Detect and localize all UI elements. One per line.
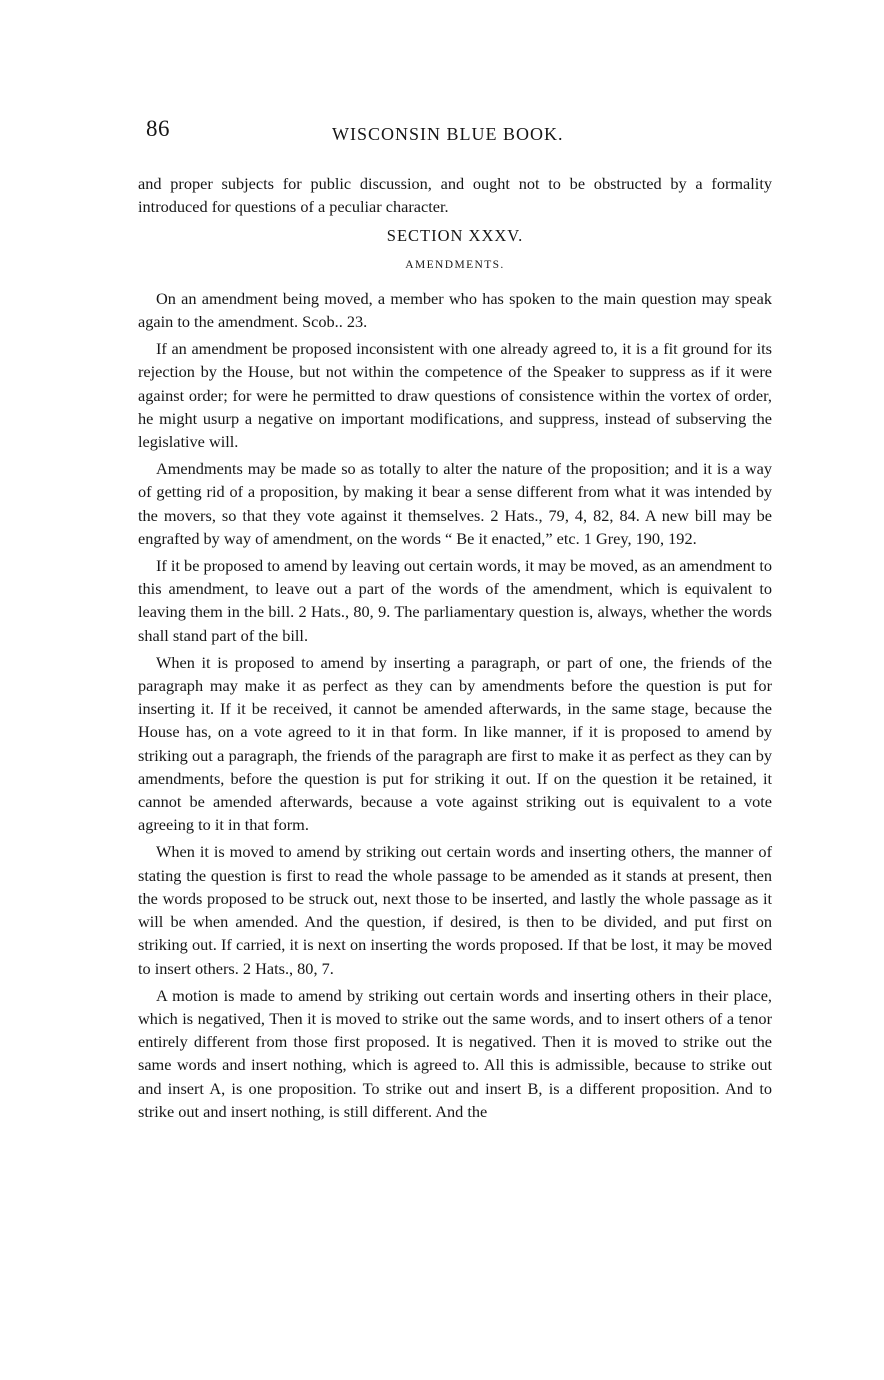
paragraph: A motion is made to amend by striking out certain words and inserting others in their place, which is negatived, Then it is moved to strike out the same words, and to insert others of a tenor entirely different from those first proposed. It is negatived. Then it is moved to strike out the same words and insert nothing, which is agreed to. All this is admissible, because to strike out and insert A, is one proposition. To strike out and insert B, is a different proposition. And to strike out and insert nothing, is still different. And the — [138, 985, 772, 1121]
running-title: WISCONSIN BLUE BOOK. — [332, 124, 564, 144]
paragraph: Amendments may be made so as totally to alter the nature of the proposition; and it is a way of getting rid of a proposition, by making it bear a sense different from what it was intended by the movers, so that they vote against it themselves. 2 Hats., 79, 4, 82, 84. A new bill may be engrafted by way of amendment, on the words “ Be it enacted,” etc. 1 Grey, 190, 192. — [138, 459, 772, 548]
paragraph-continued: and proper subjects for public discussion, and ought not to be obstructed by a formality introduced for questions of a peculiar character. — [138, 174, 772, 217]
page-number: 86 — [146, 116, 170, 141]
page-header — [146, 116, 770, 150]
paragraph: On an amendment being moved, a member who has spoken to the main question may speak again to the amendment. Scob.. 23. — [138, 288, 772, 332]
section-heading: SECTION XXXV. — [386, 226, 524, 246]
paragraph: When it is proposed to amend by inserting a paragraph, or part of one, the friends of the paragraph may make it as perfect as they can by amendments before the question is put for inserting it. If it be received, it cannot be amended afterwards, in the same stage, because the House has, on a vote agreed to it in that form. In like manner, if it is proposed to amend by striking out a paragraph, the friends of the paragraph are first to make it as perfect as they can by amendments, before the question is put for striking it out. If on the question it be retained, it cannot be amended afterwards, because a vote against striking out is equivalent to a vote agreeing to it in that form. — [138, 652, 772, 835]
paragraph: If an amendment be proposed inconsistent with one already agreed to, it is a fit ground for its rejection by the House, but not within the competence of the Speaker to suppress as if it were against order; for were he permitted to draw questions of consistence within the vortex of order, he might usurp a negative on important modifications, and suppress, instead of subserving the legislative will. — [138, 339, 772, 452]
paragraph: When it is moved to amend by striking out certain words and inserting others, the manner of stating the question is first to read the whole passage to be amended as it stands at present, then the words proposed to be struck out, next those to be inserted, and lastly the whole passage as it will be when amended. And the question, if desired, is then to be divided, and put first on striking out. If carried, it is next on inserting the words proposed. If that be lost, it may be moved to insert others. 2 Hats., 80, 7. — [138, 842, 772, 978]
paragraph: If it be proposed to amend by leaving out certain words, it may be moved, as an amendment to this amendment, to leave out a part of the words of the amendment, which is equivalent to leaving them in the bill. 2 Hats., 80, 9. The parliamentary question is, always, whether the words shall stand part of the bill. — [138, 556, 772, 645]
body-text — [138, 172, 772, 1127]
section-subheading: AMENDMENTS. — [405, 258, 505, 271]
